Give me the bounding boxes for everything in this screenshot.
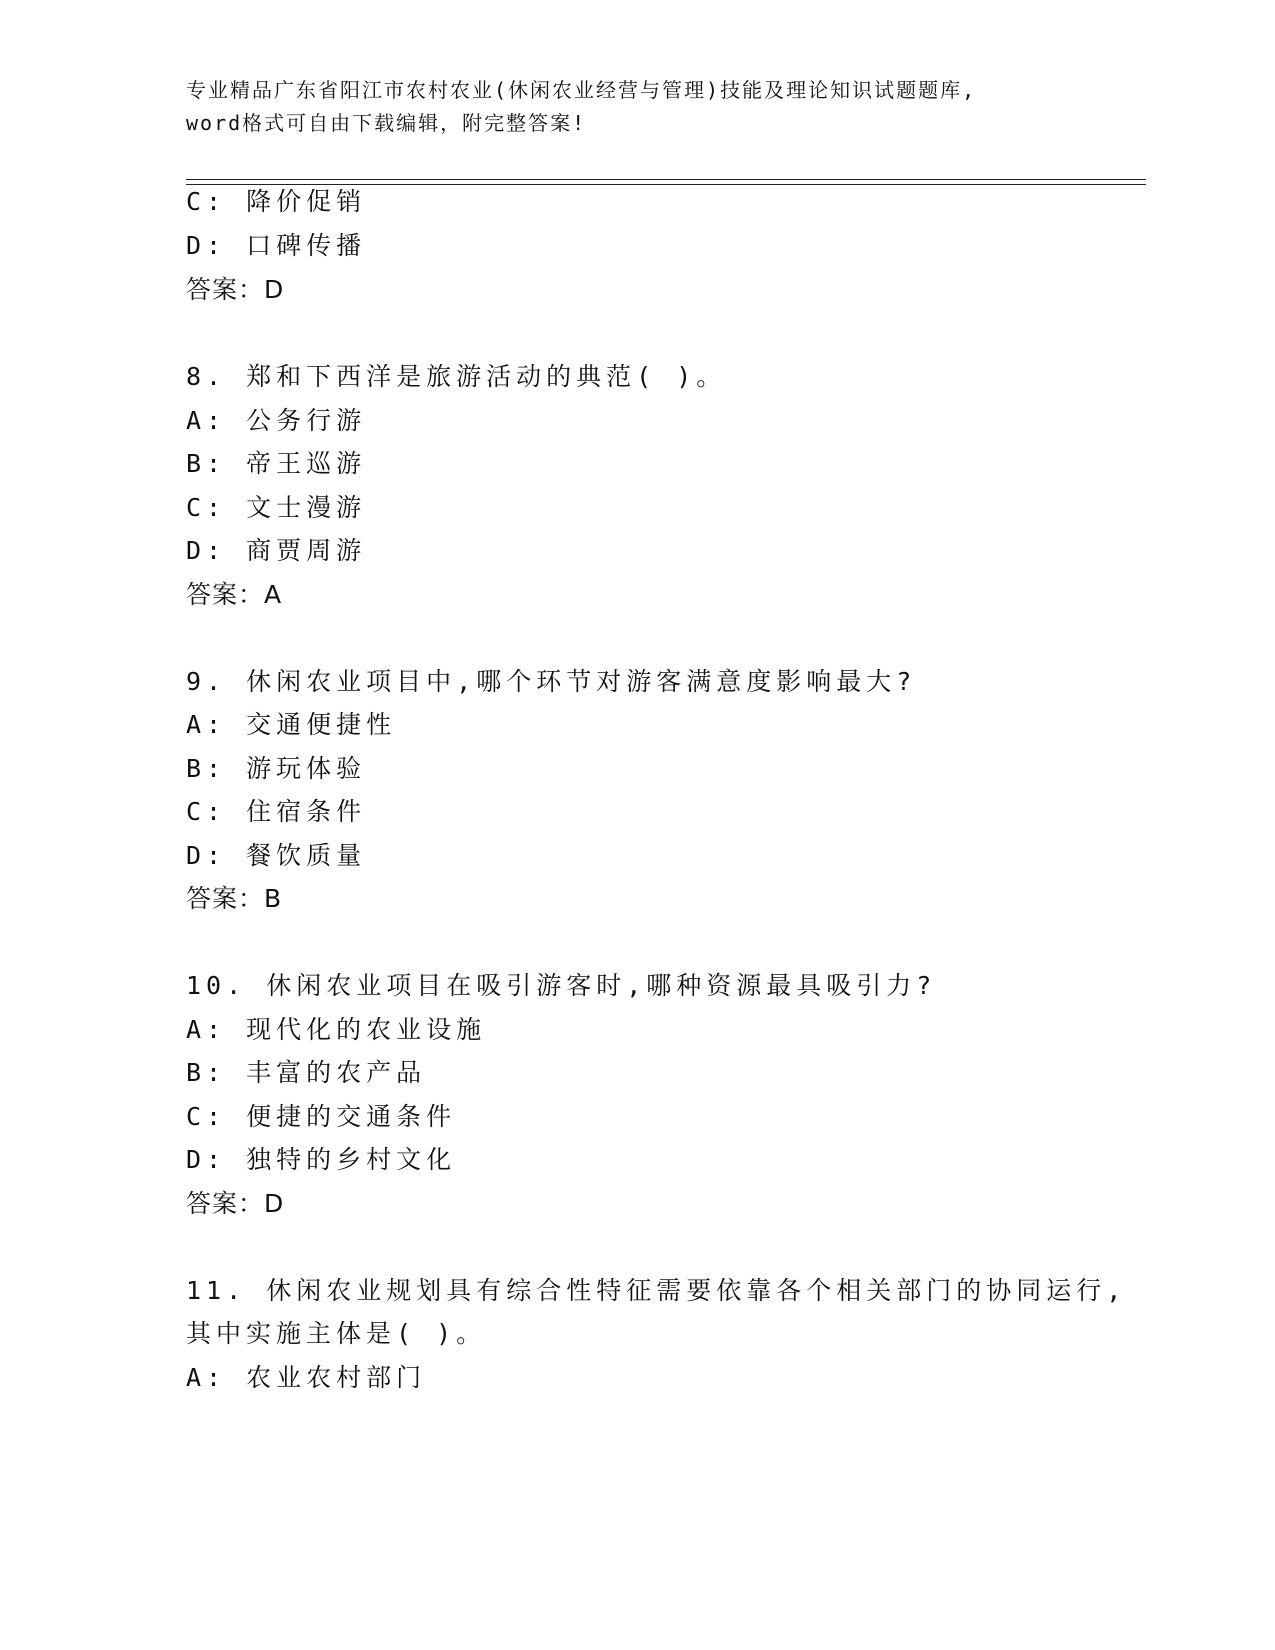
q8-answer: 答案：A bbox=[186, 580, 283, 609]
q8-option-d: D: 商贾周游 bbox=[186, 536, 367, 565]
q9-option-a: A: 交通便捷性 bbox=[186, 710, 397, 739]
header-title-line-1: 专业精品广东省阳江市农村农业(休闲农业经营与管理)技能及理论知识试题题库, bbox=[186, 78, 977, 102]
q10-answer: 答案：D bbox=[186, 1189, 285, 1218]
q10-stem: 10. 休闲农业项目在吸引游客时,哪种资源最具吸引力? bbox=[186, 971, 937, 1000]
q10-option-a: A: 现代化的农业设施 bbox=[186, 1015, 487, 1044]
q8-stem: 8. 郑和下西洋是旅游活动的典范( )。 bbox=[186, 362, 727, 391]
q8-option-b: B: 帝王巡游 bbox=[186, 449, 367, 478]
q10-option-b: B: 丰富的农产品 bbox=[186, 1058, 427, 1087]
q9-option-c: C: 住宿条件 bbox=[186, 797, 367, 826]
q9-option-d: D: 餐饮质量 bbox=[186, 841, 367, 870]
q11-option-a: A: 农业农村部门 bbox=[186, 1363, 427, 1392]
q11-stem-line-1: 11. 休闲农业规划具有综合性特征需要依靠各个相关部门的协同运行, bbox=[186, 1276, 1127, 1305]
q10-option-d: D: 独特的乡村文化 bbox=[186, 1145, 457, 1174]
q7-answer: 答案：D bbox=[186, 275, 285, 304]
q8-option-c: C: 文士漫游 bbox=[186, 493, 367, 522]
q9-stem: 9. 休闲农业项目中,哪个环节对游客满意度影响最大? bbox=[186, 667, 917, 696]
q8-option-a: A: 公务行游 bbox=[186, 406, 367, 435]
document-header bbox=[186, 74, 1086, 140]
header-divider-top bbox=[186, 179, 1146, 180]
q7-option-d: D: 口碑传播 bbox=[186, 231, 367, 260]
header-title-line-2: word格式可自由下载编辑，附完整答案! bbox=[186, 111, 587, 135]
q9-option-b: B: 游玩体验 bbox=[186, 754, 367, 783]
q7-option-c: C: 降价促销 bbox=[186, 187, 367, 216]
q10-option-c: C: 便捷的交通条件 bbox=[186, 1102, 457, 1131]
q11-stem-line-2: 其中实施主体是( )。 bbox=[186, 1319, 487, 1348]
q9-answer: 答案：B bbox=[186, 884, 283, 913]
